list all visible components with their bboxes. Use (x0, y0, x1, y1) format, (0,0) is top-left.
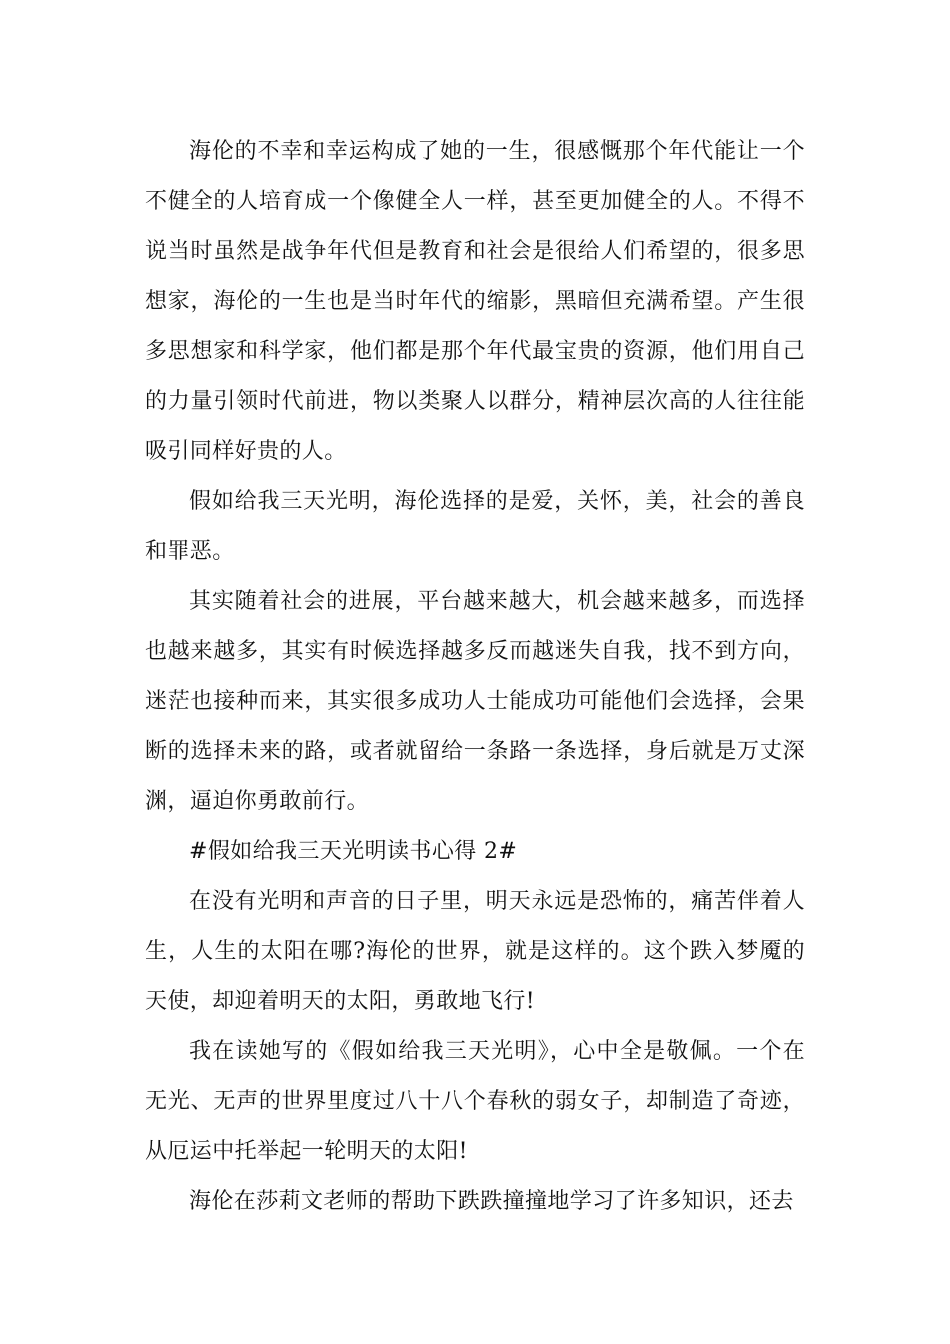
paragraph-1: 海伦的不幸和幸运构成了她的一生，很感慨那个年代能让一个不健全的人培育成一个像健全人一样，甚至更加健全的人。不得不说当时虽然是战争年代但是教育和社会是很给人们希望的，很多思想家，海伦的一生也是当时年代的缩影，黑暗但充满希望。产生很多思想家和科学家，他们都是那个年代最宝贵的资源，他们用自己的力量引领时代前进，物以类聚人以群分，精神层次高的人往往能吸引同样好贵的人。 (145, 139, 805, 464)
paragraph-4: 在没有光明和声音的日子里，明天永远是恐怖的，痛苦伴着人生，人生的太阳在哪?海伦的世界，就是这样的。这个跌入梦魇的天使，却迎着明天的太阳，勇敢地飞行! (145, 889, 805, 1014)
paragraph-5: 我在读她写的《假如给我三天光明》，心中全是敬佩。一个在无光、无声的世界里度过八十八个春秋的弱女子，却制造了奇迹，从厄运中托举起一轮明天的太阳! (145, 1039, 805, 1164)
section-heading: #假如给我三天光明读书心得 2# (189, 839, 518, 864)
document-body (145, 127, 805, 1227)
paragraph-2: 假如给我三天光明，海伦选择的是爱，关怀，美，社会的善良和罪恶。 (145, 489, 805, 564)
paragraph-3: 其实随着社会的进展，平台越来越大，机会越来越多，而选择也越来越多，其实有时候选择越多反而越迷失自我，找不到方向，迷茫也接种而来，其实很多成功人士能成功可能他们会选择，会果断的选择未来的路，或者就留给一条路一条选择，身后就是万丈深渊，逼迫你勇敢前行。 (145, 589, 805, 814)
paragraph-6: 海伦在莎莉文老师的帮助下跌跌撞撞地学习了许多知识，还去 (189, 1189, 794, 1214)
